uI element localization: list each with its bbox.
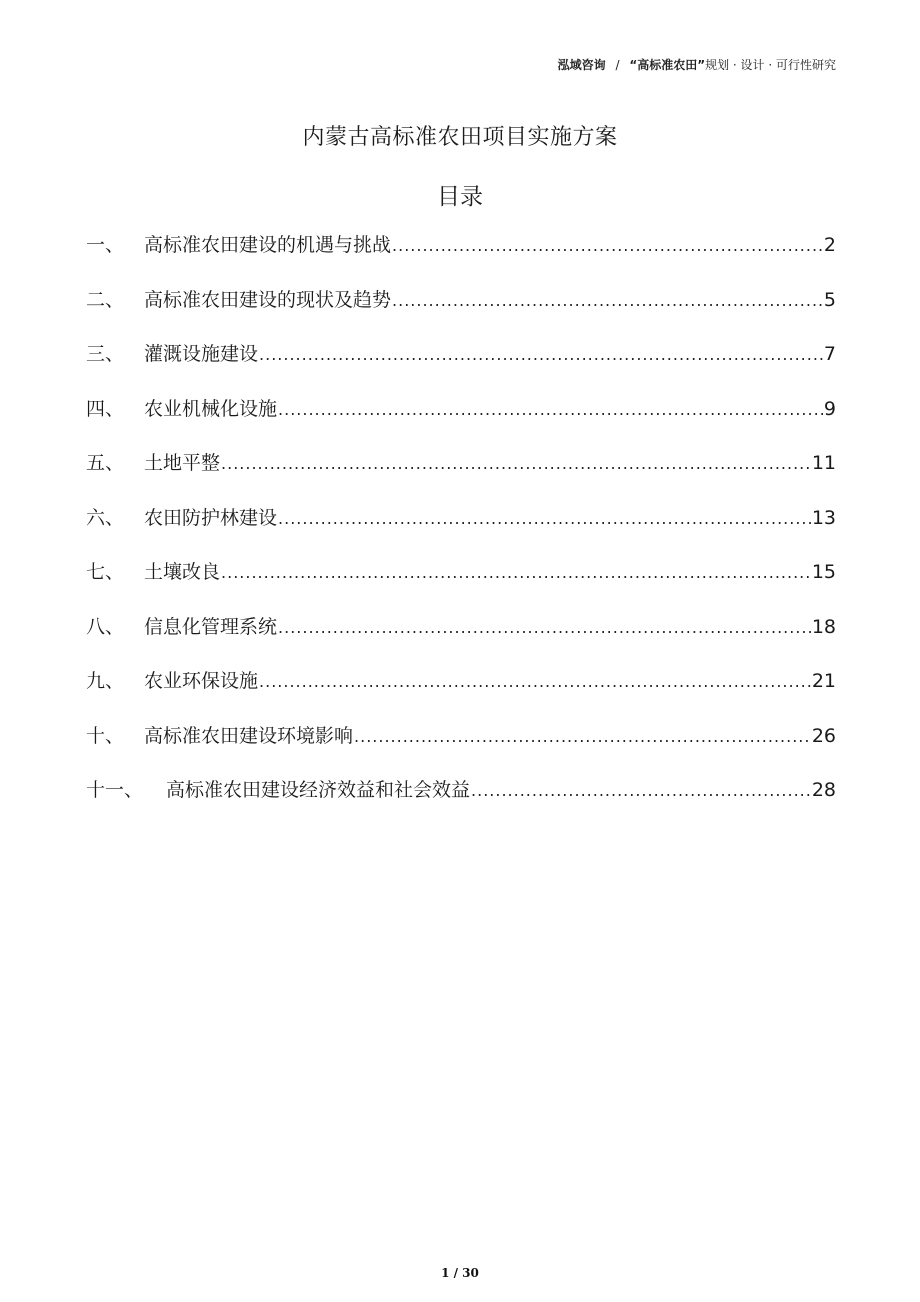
toc-entry-page: 2	[823, 234, 836, 256]
toc-entry[interactable]	[86, 394, 836, 449]
toc-entry-number: 十、	[86, 724, 125, 747]
toc-dot-leader	[354, 727, 811, 746]
page-header	[558, 56, 836, 73]
toc-entry-number: 八、	[86, 615, 125, 638]
toc-entry[interactable]	[86, 612, 836, 667]
toc-entry-number: 七、	[86, 561, 125, 583]
toc-dot-leader	[278, 400, 823, 419]
header-brand: 泓域咨询	[557, 58, 606, 72]
toc-entry-title: 高标准农田建设经济效益和社会效益	[166, 779, 471, 801]
toc-dot-leader	[221, 563, 811, 582]
toc-entry-number: 二、	[86, 288, 125, 311]
toc-entry-page: 26	[811, 724, 836, 747]
toc-dot-leader	[278, 509, 811, 528]
toc-entry-title: 高标准农田建设的现状及趋势	[144, 288, 392, 311]
toc-entry-title: 土壤改良	[144, 561, 221, 583]
document-title: 内蒙古高标准农田项目实施方案	[302, 125, 618, 150]
toc-entry-title: 高标准农田建设环境影响	[144, 724, 354, 747]
toc-entry[interactable]	[86, 448, 836, 503]
toc-entry-number: 四、	[86, 397, 125, 420]
toc-entry-page: 18	[811, 615, 836, 638]
toc-dot-leader	[259, 672, 811, 691]
toc-entry-title: 农田防护林建设	[144, 506, 278, 529]
toc-dot-leader	[221, 454, 811, 473]
page-number: 1 / 30	[441, 1266, 479, 1280]
toc-entry[interactable]	[86, 721, 836, 776]
toc-entry[interactable]	[86, 666, 836, 721]
toc-entry-page: 15	[811, 561, 836, 583]
toc-entry-number: 五、	[86, 452, 125, 474]
toc-entry[interactable]	[86, 230, 836, 285]
toc-dot-leader	[392, 291, 823, 310]
toc-dot-leader	[278, 618, 811, 637]
toc-entry-title: 高标准农田建设的机遇与挑战	[144, 234, 392, 256]
toc-entry[interactable]	[86, 285, 836, 340]
toc-entry-page: 7	[823, 343, 836, 365]
toc-entry-page: 5	[823, 288, 836, 311]
toc-entry-page: 9	[823, 397, 836, 420]
toc-entry[interactable]	[86, 557, 836, 612]
toc-entry-page: 11	[811, 452, 836, 474]
toc-entry-title: 农业环保设施	[144, 670, 259, 692]
header-tagline: 规划 · 设计 · 可行性研究	[705, 58, 836, 72]
toc-dot-leader	[259, 345, 823, 364]
toc-entry[interactable]	[86, 503, 836, 558]
toc-heading: 目录	[437, 184, 483, 210]
toc-entry-title: 信息化管理系统	[144, 615, 278, 638]
toc-entry-number: 九、	[86, 670, 125, 692]
toc-entry-number: 十一、	[86, 779, 144, 801]
toc-entry-title: 土地平整	[144, 452, 221, 474]
toc-entry-number: 三、	[86, 343, 125, 365]
toc-entry-number: 一、	[86, 234, 125, 256]
toc-entry-number: 六、	[86, 506, 125, 529]
toc-entry-title: 灌溉设施建设	[144, 343, 259, 365]
toc-entry[interactable]	[86, 775, 836, 830]
toc-dot-leader	[392, 236, 823, 255]
toc-entry-page: 21	[811, 670, 836, 692]
toc-entry[interactable]	[86, 339, 836, 394]
table-of-contents	[86, 230, 836, 830]
toc-entry-page: 13	[811, 506, 836, 529]
toc-dot-leader	[471, 781, 811, 800]
header-separator: /	[615, 58, 620, 72]
toc-entry-page: 28	[811, 779, 836, 801]
header-quoted-term: “高标准农田”	[629, 58, 706, 72]
toc-entry-title: 农业机械化设施	[144, 397, 278, 420]
